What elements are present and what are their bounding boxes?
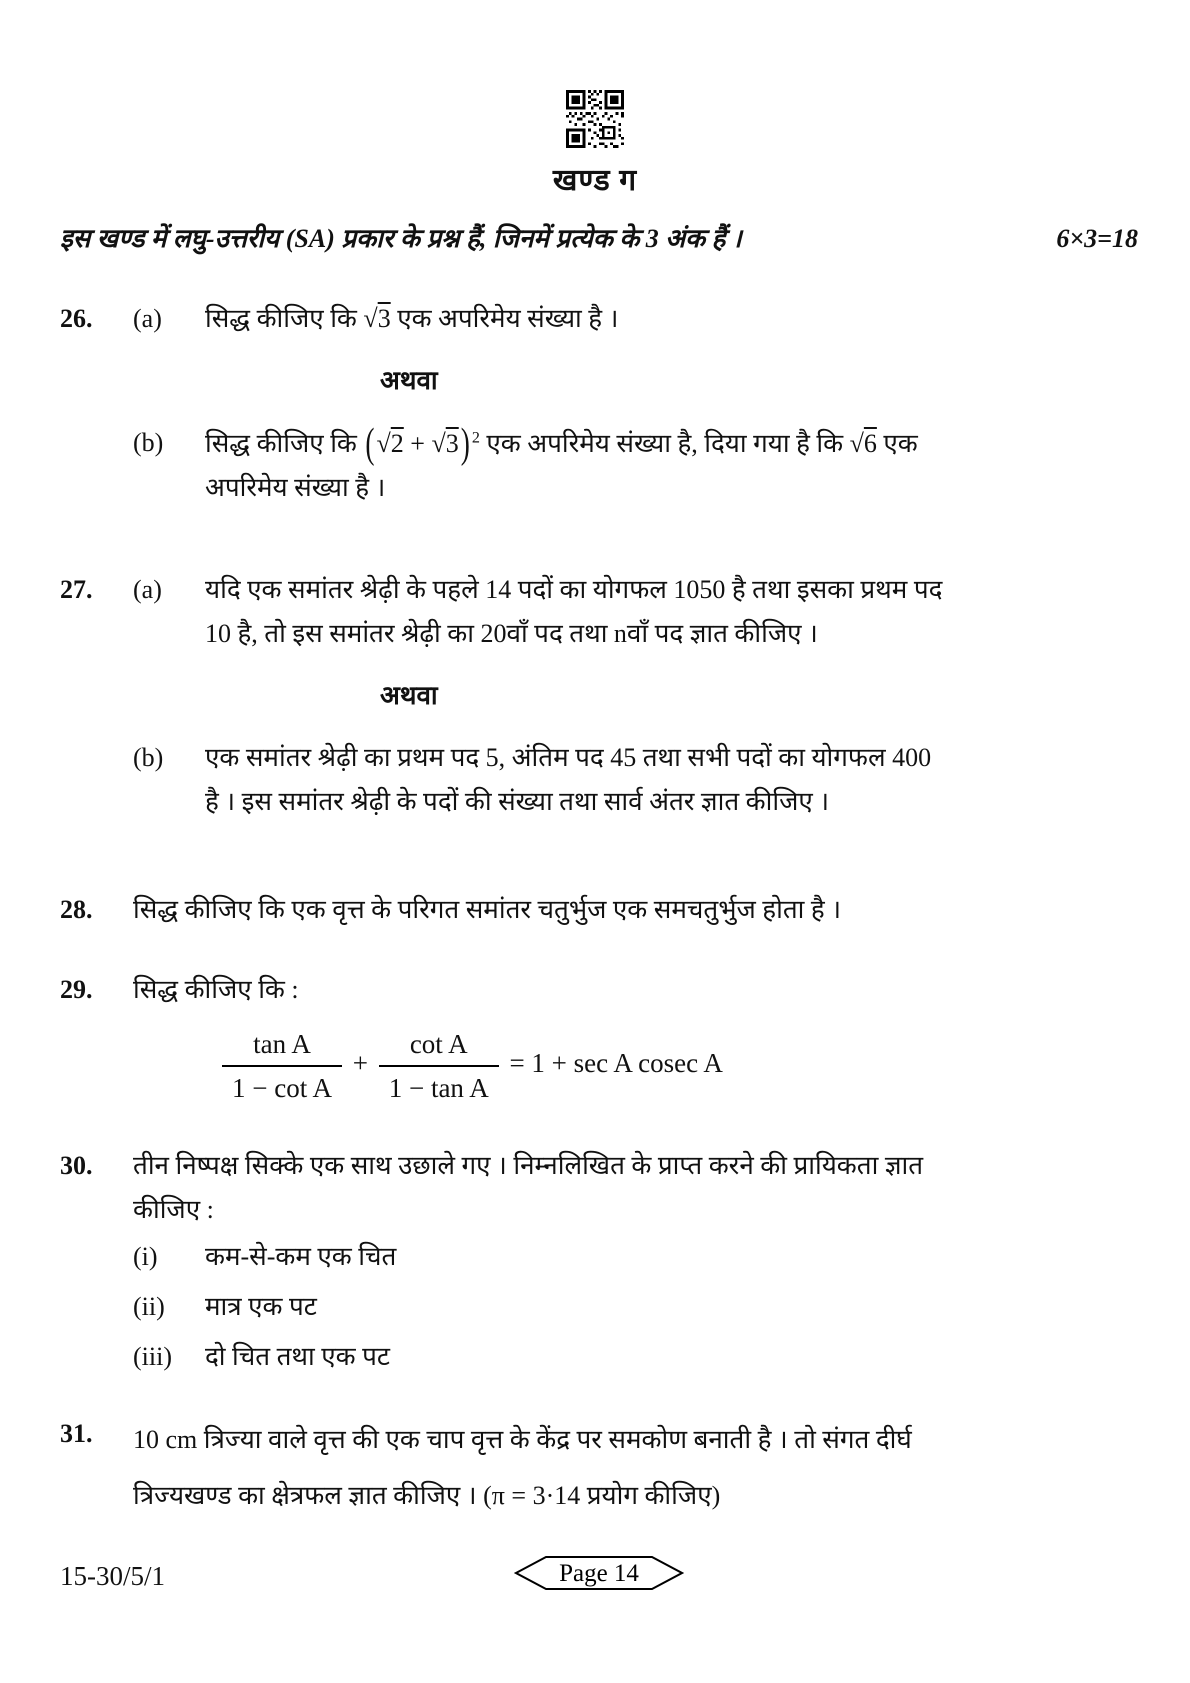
question-26a xyxy=(133,297,1138,341)
questions-list xyxy=(60,297,1138,1524)
question-27b-line-1: एक समांतर श्रेढ़ी का प्रथम पद 5, अंतिम पद 45 तथा सभी पदों का योगफल 400 xyxy=(205,743,932,772)
section-instruction-text: इस खण्ड में लघु-उत्तरीय (SA) प्रकार के प्रश्न हैं, जिनमें प्रत्येक के 3 अंक हैं । xyxy=(60,224,742,253)
question-30-number: 30. xyxy=(60,1151,93,1180)
question-29-number: 29. xyxy=(60,975,93,1004)
page-number-text: Page 14 xyxy=(559,1560,639,1587)
question-27-body xyxy=(133,568,1138,824)
qr-code-icon xyxy=(566,90,624,148)
section-title: खण्ड ग xyxy=(552,164,638,197)
question-30-item-2-text: मात्र एक पट xyxy=(205,1292,317,1321)
question-31-line-2: त्रिज्यखण्ड का क्षेत्रफल ज्ञात कीजिए । (π = 3·14 प्रयोग कीजिए) xyxy=(133,1481,721,1510)
question-26-body xyxy=(133,297,1138,510)
question-27b xyxy=(133,736,1138,824)
question-27b-label: (b) xyxy=(133,743,164,772)
question-28-body xyxy=(133,888,1138,932)
question-30-item-2 xyxy=(133,1282,1138,1332)
question-28 xyxy=(60,888,1138,932)
or-separator-27: अथवा xyxy=(380,681,438,710)
question-29 xyxy=(60,968,1138,1110)
section-marks: 6×3=18 xyxy=(1056,224,1138,253)
question-30-item-3-label: (iii) xyxy=(133,1342,172,1371)
question-27a xyxy=(133,568,1138,656)
question-26b-line-1: सिद्ध कीजिए कि (√2 + √3) $^2$ एक अपरिमेय संख्या है, दिया गया है कि √6 एक xyxy=(205,419,918,467)
question-27a-line-1: यदि एक समांतर श्रेढ़ी के पहले 14 पदों का योगफल 1050 है तथा इसका प्रथम पद xyxy=(205,575,943,604)
question-27a-line-2: 10 है, तो इस समांतर श्रेढ़ी का 20वाँ पद तथा nवाँ पद ज्ञात कीजिए । xyxy=(205,619,818,648)
page-footer xyxy=(60,1556,1138,1600)
question-27b-text xyxy=(205,736,1057,824)
question-27b-line-2: है । इस समांतर श्रेढ़ी के पदों की संख्या तथा सार्व अंतर ज्ञात कीजिए । xyxy=(205,787,830,816)
question-31-body xyxy=(133,1412,1138,1524)
question-30-item-1 xyxy=(133,1232,1138,1282)
question-30 xyxy=(60,1144,1138,1382)
question-26a-label: (a) xyxy=(133,304,162,333)
or-separator-26: अथवा xyxy=(380,366,438,395)
question-26 xyxy=(60,297,1138,510)
question-27 xyxy=(60,568,1138,824)
question-30-item-3-text: दो चित तथा एक पट xyxy=(205,1342,390,1371)
question-26b-label: (b) xyxy=(133,428,164,457)
question-30-intro-line-1: तीन निष्पक्ष सिक्के एक साथ उछाले गए । निम्नलिखित के प्राप्त करने की प्रायिकता ज्ञात xyxy=(133,1151,924,1180)
question-30-item-1-label: (i) xyxy=(133,1242,158,1271)
question-29-formula: $\frac{\text{tan A}}{\text{1 − cot A}}$ + $\frac{\text{cot A}}{\text{1 − tan A}}$ = 1 + sec A cosec A xyxy=(218,1026,1138,1106)
question-27-number: 27. xyxy=(60,575,93,604)
question-30-item-2-label: (ii) xyxy=(133,1292,165,1321)
question-30-intro-line-2: कीजिए : xyxy=(133,1195,214,1224)
paper-code: 15-30/5/1 xyxy=(60,1561,165,1591)
question-27a-text xyxy=(205,568,1057,656)
question-29-intro: सिद्ध कीजिए कि : xyxy=(133,975,299,1004)
question-31-number: 31. xyxy=(60,1419,93,1448)
question-26-number: 26. xyxy=(60,304,93,333)
section-instruction-row xyxy=(60,219,1138,255)
question-30-item-3 xyxy=(133,1332,1138,1382)
question-31 xyxy=(60,1412,1138,1524)
question-31-line-1: 10 cm त्रिज्या वाले वृत्त की एक चाप वृत्त के केंद्र पर समकोण बनाती है । तो संगत दीर्घ xyxy=(133,1425,912,1454)
page-number-badge xyxy=(514,1553,684,1600)
question-30-body xyxy=(133,1144,1138,1382)
question-28-number: 28. xyxy=(60,895,93,924)
qr-code-container xyxy=(0,0,1190,148)
question-26b-line-2: अपरिमेय संख्या है । xyxy=(205,473,386,502)
question-27a-label: (a) xyxy=(133,575,162,604)
question-28-text: सिद्ध कीजिए कि एक वृत्त के परिगत समांतर चतुर्भुज एक समचतुर्भुज होता है । xyxy=(133,895,842,924)
question-29-body xyxy=(133,968,1138,1110)
question-26b xyxy=(133,421,1138,510)
question-26a-text xyxy=(205,297,1057,341)
question-26b-text xyxy=(205,421,1057,510)
question-30-item-1-text: कम-से-कम एक चित xyxy=(205,1242,397,1271)
question-26a-line-1: सिद्ध कीजिए कि √3 एक अपरिमेय संख्या है । xyxy=(205,304,619,333)
